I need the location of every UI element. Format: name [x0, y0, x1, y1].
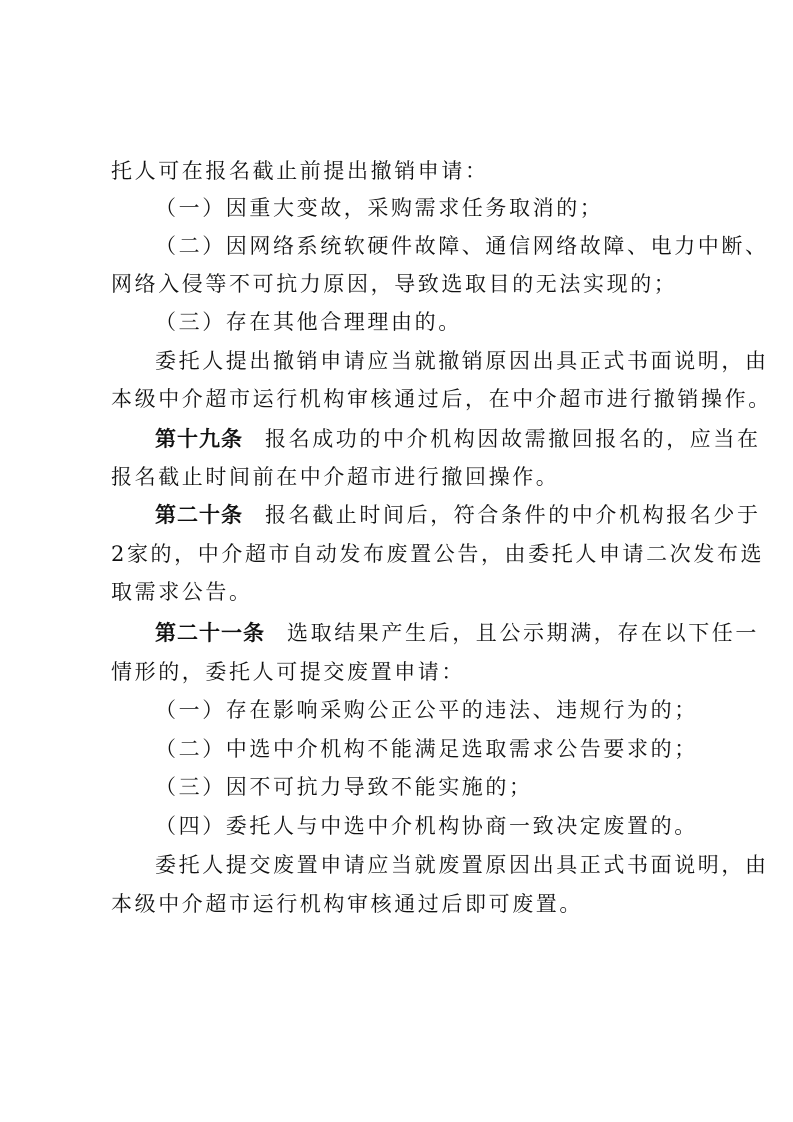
text-line: 托人可在报名截止前提出撤销申请：	[111, 159, 489, 183]
text-line: 本级中介超市运行机构审核通过后即可废置。	[111, 892, 583, 916]
article-title: 第十九条	[155, 426, 243, 451]
article-line	[155, 500, 761, 530]
text-line: 委托人提交废置申请应当就废置原因出具正式书面说明，由	[155, 853, 769, 877]
text-line: 委托人提出撤销申请应当就撤销原因出具正式书面说明，由	[155, 349, 769, 373]
article-text: 报名成功的中介机构因故需撤回报名的，应当在	[265, 427, 761, 451]
text-line: 情形的，委托人可提交废置申请：	[111, 660, 465, 684]
text-line: （四）委托人与中选中介机构协商一致决定废置的。	[155, 814, 698, 838]
article-text: 选取结果产生后，且公示期满，存在以下任一	[287, 621, 759, 645]
text-line: （一）因重大变故，采购需求任务取消的；	[155, 196, 604, 220]
article-title: 第二十条	[155, 502, 243, 527]
text-line: （三）存在其他合理理由的。	[155, 310, 462, 334]
text-line: （一）存在影响采购公正公平的违法、违规行为的；	[155, 698, 698, 722]
text-line: （三）因不可抗力导致不能实施的；	[155, 775, 533, 799]
article-text: 报名截止时间后，符合条件的中介机构报名少于	[265, 503, 761, 527]
article-line	[155, 618, 759, 648]
text-line: 取需求公告。	[111, 580, 253, 604]
text-line: 本级中介超市运行机构审核通过后，在中介超市进行撤销操作。	[111, 387, 772, 411]
text-line: （二）中选中介机构不能满足选取需求公告要求的；	[155, 737, 698, 761]
text-line: 2家的，中介超市自动发布废置公告，由委托人申请二次发布选	[111, 542, 765, 566]
text-line: 报名截止时间前在中介超市进行撤回操作。	[111, 465, 560, 489]
article-title: 第二十一条	[155, 620, 265, 645]
article-line	[155, 424, 761, 454]
text-line: 网络入侵等不可抗力原因，导致选取目的无法实现的；	[111, 272, 678, 296]
text-line: （二）因网络系统软硬件故障、通信网络故障、电力中断、	[155, 234, 769, 258]
